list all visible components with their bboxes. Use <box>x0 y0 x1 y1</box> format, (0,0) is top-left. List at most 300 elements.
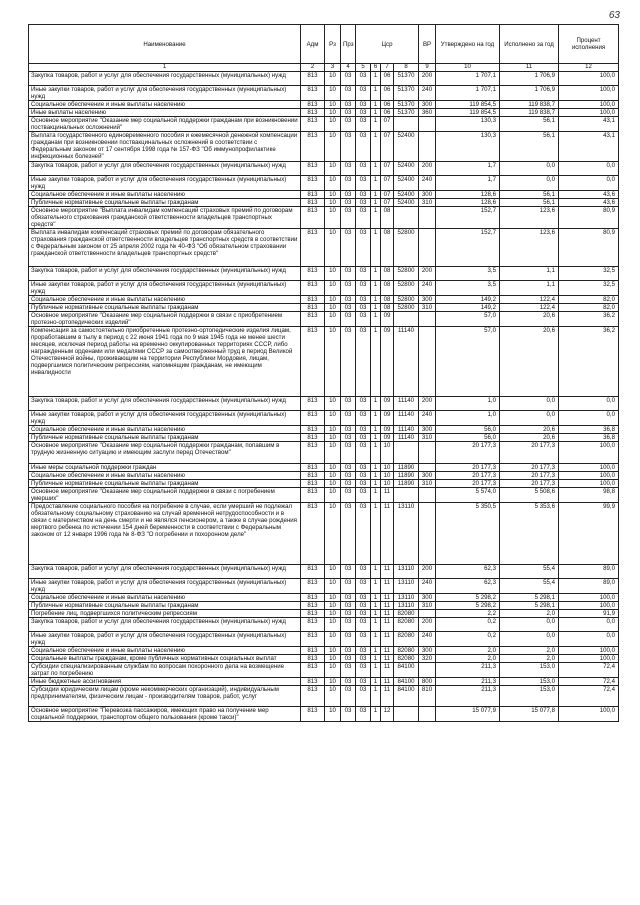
row-approved: 130,3 <box>436 117 500 132</box>
row-adm: 813 <box>301 132 325 162</box>
row-vr: 300 <box>419 191 436 199</box>
row-csr-4: 11140 <box>394 327 419 397</box>
row-approved: 0,2 <box>436 632 500 647</box>
row-rz: 10 <box>325 707 341 722</box>
row-executed: 5 298,1 <box>500 594 559 602</box>
row-vr: 300 <box>419 472 436 480</box>
row-prz: 03 <box>341 162 356 176</box>
row-csr-4 <box>394 312 419 327</box>
row-prz: 03 <box>341 632 356 647</box>
row-rz: 10 <box>325 162 341 176</box>
row-adm: 813 <box>301 162 325 176</box>
row-csr-4: 52800 <box>394 304 419 312</box>
row-executed: 15 077,8 <box>500 707 559 722</box>
row-csr-3: 10 <box>381 472 394 480</box>
row-name: Социальное обеспечение и иные выплаты населению <box>29 594 301 602</box>
row-csr-1: 03 <box>356 207 371 229</box>
row-prz: 03 <box>341 488 356 503</box>
row-csr-3: 11 <box>381 686 394 707</box>
row-csr-1: 03 <box>356 397 371 411</box>
row-prz: 03 <box>341 327 356 397</box>
row-vr: 200 <box>419 162 436 176</box>
table-row <box>29 464 619 472</box>
row-approved: 149,2 <box>436 296 500 304</box>
column-number: 2 <box>301 64 325 72</box>
row-csr-1: 03 <box>356 632 371 647</box>
row-csr-1: 03 <box>356 686 371 707</box>
row-vr: 310 <box>419 304 436 312</box>
row-rz: 10 <box>325 579 341 594</box>
row-csr-1: 03 <box>356 117 371 132</box>
row-csr-1: 03 <box>356 229 371 267</box>
table-row <box>29 426 619 434</box>
row-csr-2: 1 <box>371 86 381 101</box>
row-adm: 813 <box>301 434 325 442</box>
row-vr: 240 <box>419 579 436 594</box>
table-body <box>29 72 619 722</box>
row-csr-2: 1 <box>371 191 381 199</box>
row-csr-2: 1 <box>371 594 381 602</box>
row-percent: 72,4 <box>559 678 619 686</box>
table-row <box>29 594 619 602</box>
row-csr-1: 03 <box>356 464 371 472</box>
row-adm: 813 <box>301 191 325 199</box>
row-percent: 80,9 <box>559 207 619 229</box>
row-vr: 240 <box>419 632 436 647</box>
row-executed: 56,1 <box>500 117 559 132</box>
row-rz: 10 <box>325 488 341 503</box>
row-percent: 82,0 <box>559 296 619 304</box>
row-name: Основное мероприятие "Оказание мер социальной поддержки в связи с погребением умерших" <box>29 488 301 503</box>
row-executed: 0,0 <box>500 162 559 176</box>
row-adm: 813 <box>301 101 325 109</box>
row-executed: 1 706,9 <box>500 86 559 101</box>
row-name: Иные выплаты населению <box>29 109 301 117</box>
row-name: Иные закупки товаров, работ и услуг для обеспечения государственных (муниципальных) нужд <box>29 411 301 426</box>
row-csr-1: 03 <box>356 162 371 176</box>
row-rz: 10 <box>325 655 341 663</box>
row-approved: 5 350,5 <box>436 503 500 565</box>
row-csr-4: 11890 <box>394 480 419 488</box>
row-name: Погребение лиц, подвергшихся политическим репрессиям <box>29 610 301 618</box>
row-csr-3: 06 <box>381 101 394 109</box>
row-approved: 62,3 <box>436 579 500 594</box>
row-csr-3: 11 <box>381 602 394 610</box>
row-csr-1: 03 <box>356 176 371 191</box>
row-csr-1: 03 <box>356 663 371 678</box>
row-vr <box>419 229 436 267</box>
row-csr-2: 1 <box>371 267 381 281</box>
row-vr: 200 <box>419 72 436 86</box>
table-row <box>29 618 619 632</box>
row-approved: 0,2 <box>436 618 500 632</box>
row-csr-1: 03 <box>356 281 371 296</box>
row-percent: 89,0 <box>559 579 619 594</box>
row-prz: 03 <box>341 267 356 281</box>
row-executed: 20 177,3 <box>500 442 559 464</box>
row-vr <box>419 503 436 565</box>
table-row <box>29 442 619 464</box>
row-csr-4: 11890 <box>394 464 419 472</box>
row-percent: 100,0 <box>559 101 619 109</box>
row-name: Закупка товаров, работ и услуг для обеспечения государственных (муниципальных) нужд <box>29 72 301 86</box>
row-executed: 20 177,3 <box>500 472 559 480</box>
row-rz: 10 <box>325 434 341 442</box>
row-csr-3: 07 <box>381 162 394 176</box>
row-rz: 10 <box>325 426 341 434</box>
row-percent: 100,0 <box>559 594 619 602</box>
row-csr-4: 84100 <box>394 663 419 678</box>
row-csr-2: 1 <box>371 442 381 464</box>
row-csr-2: 1 <box>371 480 381 488</box>
row-percent: 0,0 <box>559 411 619 426</box>
row-csr-1: 03 <box>356 86 371 101</box>
row-csr-1: 03 <box>356 488 371 503</box>
row-adm: 813 <box>301 579 325 594</box>
row-approved: 2,2 <box>436 610 500 618</box>
row-rz: 10 <box>325 117 341 132</box>
row-rz: 10 <box>325 618 341 632</box>
row-name: Основное мероприятие "Оказание мер социальной поддержки гражданам при возникновении поствакцинальных осложнений" <box>29 117 301 132</box>
row-csr-4: 82080 <box>394 655 419 663</box>
row-csr-1: 03 <box>356 503 371 565</box>
row-prz: 03 <box>341 191 356 199</box>
row-csr-1: 03 <box>356 109 371 117</box>
row-csr-4: 13110 <box>394 579 419 594</box>
row-name: Публичные нормативные социальные выплаты гражданам <box>29 480 301 488</box>
col-header-csr: Цср <box>356 25 419 64</box>
row-rz: 10 <box>325 632 341 647</box>
col-header-adm: Адм <box>301 25 325 64</box>
row-csr-4: 52400 <box>394 162 419 176</box>
row-executed: 153,0 <box>500 678 559 686</box>
row-csr-3: 07 <box>381 132 394 162</box>
row-percent: 36,2 <box>559 312 619 327</box>
row-adm: 813 <box>301 647 325 655</box>
row-name: Публичные нормативные социальные выплаты гражданам <box>29 434 301 442</box>
row-csr-3: 11 <box>381 647 394 655</box>
row-percent: 72,4 <box>559 686 619 707</box>
table-row <box>29 647 619 655</box>
row-name: Социальное обеспечение и иные выплаты населению <box>29 101 301 109</box>
row-csr-3: 10 <box>381 464 394 472</box>
row-prz: 03 <box>341 503 356 565</box>
row-executed: 0,0 <box>500 618 559 632</box>
row-approved: 128,6 <box>436 199 500 207</box>
row-vr <box>419 327 436 397</box>
row-csr-4 <box>394 207 419 229</box>
row-vr: 300 <box>419 594 436 602</box>
row-prz: 03 <box>341 86 356 101</box>
row-csr-1: 03 <box>356 655 371 663</box>
row-csr-1: 03 <box>356 199 371 207</box>
table-row <box>29 162 619 176</box>
column-number: 11 <box>500 64 559 72</box>
row-percent: 100,0 <box>559 72 619 86</box>
row-approved: 20 177,3 <box>436 480 500 488</box>
row-executed: 122,4 <box>500 296 559 304</box>
row-adm: 813 <box>301 678 325 686</box>
col-header-name: Наименование <box>29 25 301 64</box>
col-header-vr: ВР <box>419 25 436 64</box>
row-csr-2: 1 <box>371 199 381 207</box>
row-csr-3: 08 <box>381 267 394 281</box>
row-vr <box>419 207 436 229</box>
row-executed: 1,1 <box>500 281 559 296</box>
row-approved: 211,3 <box>436 686 500 707</box>
row-executed: 123,6 <box>500 207 559 229</box>
row-name: Социальные выплаты гражданам, кроме публичных нормативных социальных выплат <box>29 655 301 663</box>
column-number: 7 <box>381 64 394 72</box>
row-csr-4: 52800 <box>394 281 419 296</box>
row-prz: 03 <box>341 117 356 132</box>
row-prz: 03 <box>341 579 356 594</box>
row-rz: 10 <box>325 442 341 464</box>
row-adm: 813 <box>301 312 325 327</box>
column-number: 3 <box>325 64 341 72</box>
row-adm: 813 <box>301 618 325 632</box>
row-adm: 813 <box>301 472 325 480</box>
row-name: Публичные нормативные социальные выплаты гражданам <box>29 602 301 610</box>
row-rz: 10 <box>325 176 341 191</box>
row-percent: 100,0 <box>559 480 619 488</box>
row-csr-1: 03 <box>356 267 371 281</box>
row-prz: 03 <box>341 647 356 655</box>
row-prz: 03 <box>341 72 356 86</box>
row-csr-3: 08 <box>381 207 394 229</box>
row-csr-3: 07 <box>381 191 394 199</box>
row-name: Публичные нормативные социальные выплаты гражданам <box>29 304 301 312</box>
row-adm: 813 <box>301 296 325 304</box>
table-row <box>29 434 619 442</box>
row-csr-2: 1 <box>371 304 381 312</box>
row-prz: 03 <box>341 655 356 663</box>
row-executed: 56,1 <box>500 199 559 207</box>
row-approved: 56,0 <box>436 434 500 442</box>
row-csr-2: 1 <box>371 610 381 618</box>
table-row <box>29 655 619 663</box>
row-vr: 240 <box>419 176 436 191</box>
row-csr-1: 03 <box>356 678 371 686</box>
row-rz: 10 <box>325 199 341 207</box>
column-number: 1 <box>29 64 301 72</box>
row-vr: 310 <box>419 199 436 207</box>
row-vr <box>419 312 436 327</box>
row-csr-3: 09 <box>381 426 394 434</box>
table-row <box>29 191 619 199</box>
row-name: Предоставление социального пособия на погребение в случае, если умерший не подлежал обязательному социальному страхованию на случай временной нетрудоспособности и в связи с материнством на день смерти и не являлся пенсионером, а также в случае рождения мертвого ребенка по истечении 154 дней беременности в соответствии с Федеральным законом от 12 января 1996 года № 8-ФЗ "О погребении и похоронном деле" <box>29 503 301 565</box>
row-csr-1: 03 <box>356 101 371 109</box>
table-row <box>29 480 619 488</box>
row-executed: 20,6 <box>500 434 559 442</box>
row-prz: 03 <box>341 411 356 426</box>
row-csr-4: 13110 <box>394 594 419 602</box>
row-name: Иные бюджетные ассигнования <box>29 678 301 686</box>
row-percent: 0,0 <box>559 176 619 191</box>
row-csr-1: 03 <box>356 579 371 594</box>
row-rz: 10 <box>325 678 341 686</box>
row-approved: 5 574,0 <box>436 488 500 503</box>
row-vr: 200 <box>419 397 436 411</box>
row-adm: 813 <box>301 207 325 229</box>
table-row <box>29 632 619 647</box>
row-vr <box>419 442 436 464</box>
table-row <box>29 663 619 678</box>
row-prz: 03 <box>341 434 356 442</box>
table-row <box>29 117 619 132</box>
row-percent: 36,2 <box>559 327 619 397</box>
row-csr-1: 03 <box>356 426 371 434</box>
row-name: Закупка товаров, работ и услуг для обеспечения государственных (муниципальных) нужд <box>29 267 301 281</box>
row-vr: 310 <box>419 434 436 442</box>
row-approved: 130,3 <box>436 132 500 162</box>
row-csr-4: 52400 <box>394 199 419 207</box>
row-csr-3: 09 <box>381 312 394 327</box>
row-executed: 20,6 <box>500 327 559 397</box>
row-percent: 98,8 <box>559 488 619 503</box>
table-row <box>29 132 619 162</box>
row-name: Социальное обеспечение и иные выплаты населению <box>29 647 301 655</box>
row-csr-2: 1 <box>371 434 381 442</box>
table-row <box>29 610 619 618</box>
row-name: Публичные нормативные социальные выплаты гражданам <box>29 199 301 207</box>
row-approved: 2,0 <box>436 655 500 663</box>
row-prz: 03 <box>341 199 356 207</box>
row-csr-1: 03 <box>356 304 371 312</box>
row-vr <box>419 117 436 132</box>
row-prz: 03 <box>341 602 356 610</box>
row-csr-4: 82080 <box>394 618 419 632</box>
row-percent: 100,0 <box>559 464 619 472</box>
row-approved: 57,0 <box>436 312 500 327</box>
row-adm: 813 <box>301 594 325 602</box>
table-row <box>29 503 619 565</box>
row-adm: 813 <box>301 442 325 464</box>
row-csr-4: 52800 <box>394 296 419 304</box>
row-vr <box>419 132 436 162</box>
row-csr-3: 11 <box>381 663 394 678</box>
row-csr-1: 03 <box>356 594 371 602</box>
row-rz: 10 <box>325 411 341 426</box>
row-vr: 300 <box>419 296 436 304</box>
row-percent: 91,9 <box>559 610 619 618</box>
row-adm: 813 <box>301 117 325 132</box>
row-approved: 2,0 <box>436 647 500 655</box>
row-approved: 1,0 <box>436 397 500 411</box>
row-name: Иные закупки товаров, работ и услуг для обеспечения государственных (муниципальных) нужд <box>29 176 301 191</box>
row-executed: 119 838,7 <box>500 101 559 109</box>
row-csr-2: 1 <box>371 132 381 162</box>
row-csr-2: 1 <box>371 72 381 86</box>
row-prz: 03 <box>341 678 356 686</box>
row-executed: 0,0 <box>500 176 559 191</box>
row-prz: 03 <box>341 594 356 602</box>
row-csr-4: 11140 <box>394 426 419 434</box>
row-adm: 813 <box>301 199 325 207</box>
row-prz: 03 <box>341 101 356 109</box>
row-name: Социальное обеспечение и иные выплаты населению <box>29 296 301 304</box>
row-percent: 99,9 <box>559 503 619 565</box>
row-csr-1: 03 <box>356 647 371 655</box>
row-percent: 36,8 <box>559 426 619 434</box>
table-row <box>29 101 619 109</box>
row-adm: 813 <box>301 602 325 610</box>
row-adm: 813 <box>301 304 325 312</box>
row-prz: 03 <box>341 132 356 162</box>
row-csr-2: 1 <box>371 327 381 397</box>
row-executed: 153,0 <box>500 686 559 707</box>
table-row <box>29 579 619 594</box>
row-executed: 55,4 <box>500 565 559 579</box>
row-executed: 122,4 <box>500 304 559 312</box>
row-adm: 813 <box>301 426 325 434</box>
row-csr-4: 51370 <box>394 86 419 101</box>
row-csr-4: 84100 <box>394 686 419 707</box>
row-executed: 5 508,6 <box>500 488 559 503</box>
row-csr-3: 09 <box>381 327 394 397</box>
row-adm: 813 <box>301 610 325 618</box>
row-adm: 813 <box>301 86 325 101</box>
row-name: Основное мероприятие "Оказание мер социальной поддержки гражданам, попавшим в трудную жизненную ситуацию и имеющим заслуги перед Отечеством" <box>29 442 301 464</box>
row-rz: 10 <box>325 327 341 397</box>
row-csr-4: 82080 <box>394 647 419 655</box>
row-csr-2: 1 <box>371 579 381 594</box>
row-executed: 56,1 <box>500 132 559 162</box>
column-number: 5 <box>356 64 371 72</box>
row-adm: 813 <box>301 464 325 472</box>
row-approved: 5 298,2 <box>436 602 500 610</box>
row-csr-4: 11140 <box>394 434 419 442</box>
row-percent: 100,0 <box>559 602 619 610</box>
row-csr-4: 11140 <box>394 411 419 426</box>
row-prz: 03 <box>341 610 356 618</box>
row-rz: 10 <box>325 647 341 655</box>
row-vr: 240 <box>419 86 436 101</box>
row-executed: 2,0 <box>500 610 559 618</box>
row-vr: 310 <box>419 602 436 610</box>
row-name: Выплата государственного единовременного пособия и ежемесячной денежной компенсации гражданам при возникновении поствакцинальных осложнений в соответствии с Федеральным законом от 17 сентября 1998 года № 157-ФЗ "Об иммунопрофилактике инфекционных болезней" <box>29 132 301 162</box>
row-adm: 813 <box>301 397 325 411</box>
row-vr: 810 <box>419 686 436 707</box>
row-vr: 240 <box>419 411 436 426</box>
row-approved: 152,7 <box>436 229 500 267</box>
row-prz: 03 <box>341 296 356 304</box>
row-csr-1: 03 <box>356 434 371 442</box>
row-rz: 10 <box>325 686 341 707</box>
row-percent: 72,4 <box>559 663 619 678</box>
row-rz: 10 <box>325 312 341 327</box>
row-prz: 03 <box>341 442 356 464</box>
row-vr <box>419 610 436 618</box>
row-csr-4 <box>394 488 419 503</box>
row-rz: 10 <box>325 296 341 304</box>
row-csr-3: 06 <box>381 109 394 117</box>
column-number: 8 <box>394 64 419 72</box>
table-row <box>29 199 619 207</box>
row-adm: 813 <box>301 503 325 565</box>
row-vr: 310 <box>419 480 436 488</box>
row-vr: 800 <box>419 678 436 686</box>
row-vr: 360 <box>419 109 436 117</box>
column-number: 12 <box>559 64 619 72</box>
row-prz: 03 <box>341 304 356 312</box>
row-csr-2: 1 <box>371 707 381 722</box>
row-name: Социальное обеспечение и иные выплаты населению <box>29 426 301 434</box>
row-csr-3: 11 <box>381 655 394 663</box>
row-rz: 10 <box>325 480 341 488</box>
table-row <box>29 472 619 480</box>
row-percent: 43,1 <box>559 132 619 162</box>
